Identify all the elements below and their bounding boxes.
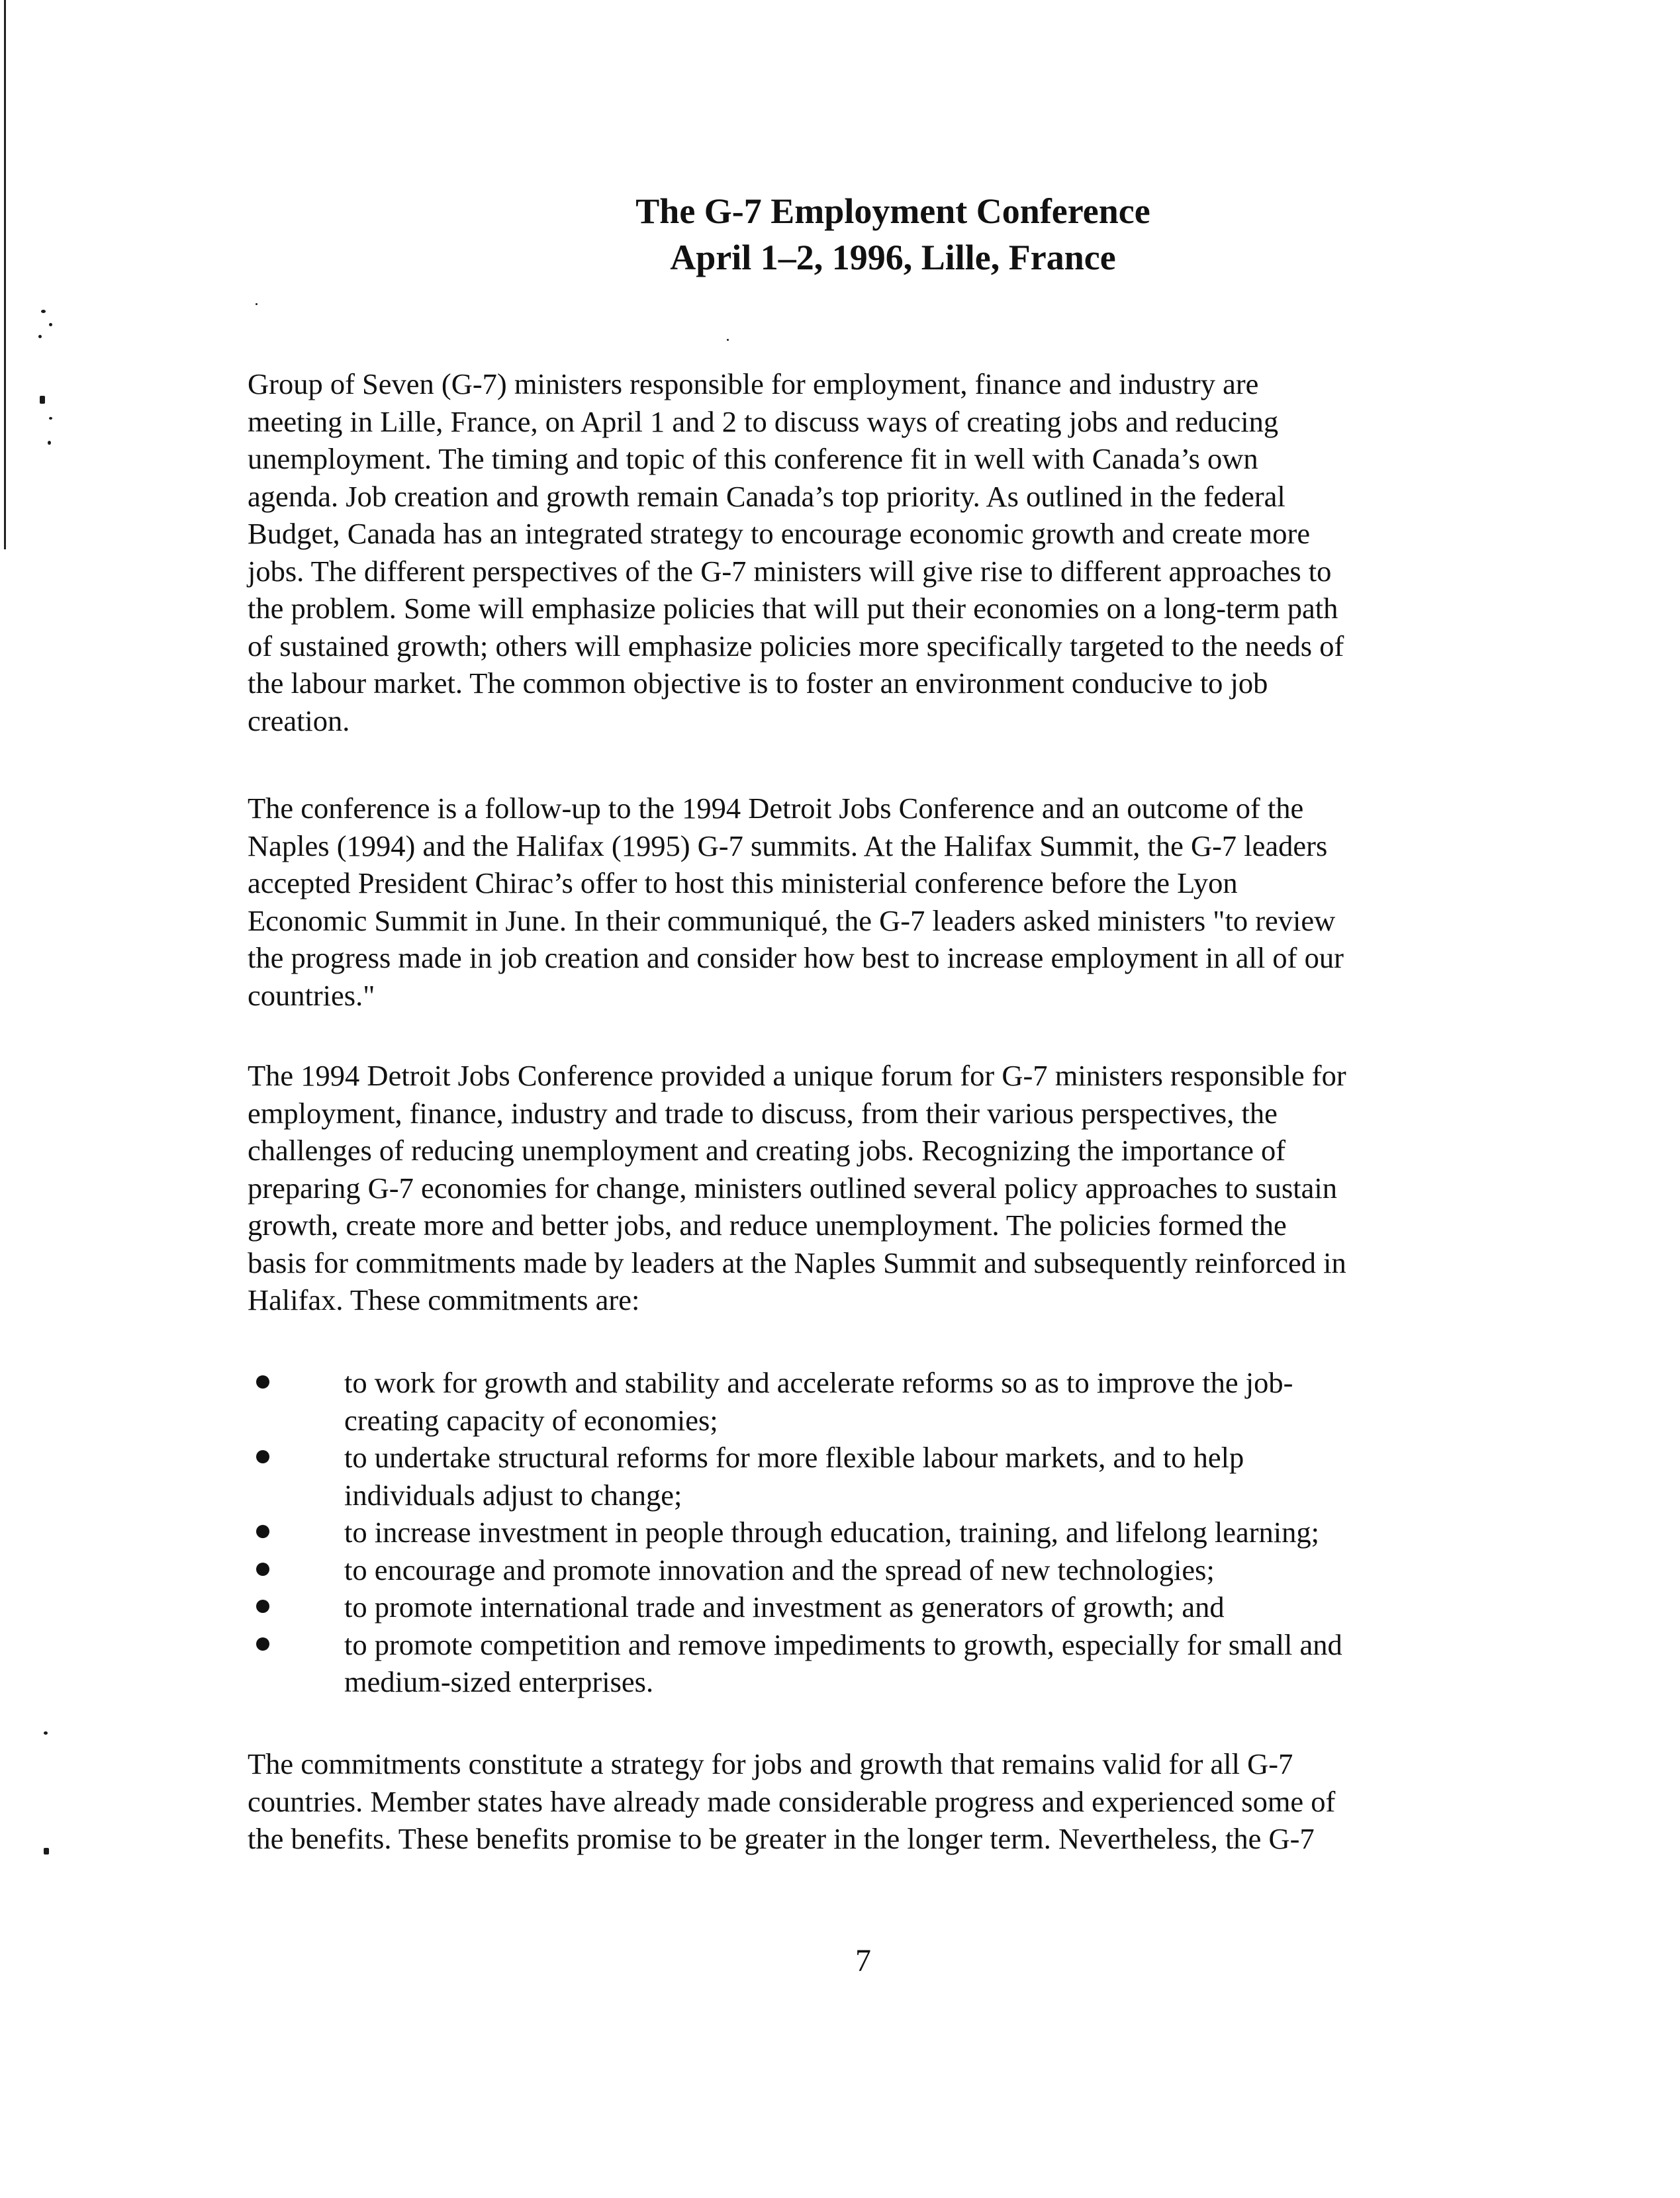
page-number: 7 — [855, 1943, 871, 1978]
text-line: unemployment. The timing and topic of this conference fit in well with Canada’s own — [248, 442, 1258, 475]
scan-speck — [38, 335, 42, 338]
scan-speck — [256, 303, 257, 305]
text-line: countries. Member states have already made considerable progress and experienced some of — [248, 1784, 1336, 1818]
text-line: preparing G-7 economies for change, ministers outlined several policy approaches to sustain — [248, 1171, 1338, 1205]
paragraph-strategy — [248, 1745, 1545, 1858]
scan-speck — [40, 396, 45, 404]
list-item — [248, 1514, 1545, 1551]
text-line: countries." — [248, 978, 375, 1012]
list-item — [248, 1364, 1545, 1439]
list-item — [248, 1439, 1545, 1514]
scan-speck — [44, 1731, 48, 1735]
text-line: Group of Seven (G-7) ministers responsible for employment, finance and industry are — [248, 367, 1259, 400]
document-subtitle: April 1–2, 1996, Lille, France — [670, 238, 1116, 277]
text-line: creating capacity of economies; — [344, 1403, 718, 1437]
text-line: to promote competition and remove impediments to growth, especially for small and — [344, 1627, 1342, 1661]
bullet-icon — [256, 1563, 269, 1576]
scan-speck — [49, 323, 52, 326]
text-line: accepted President Chirac’s offer to host this ministerial conference before the Lyon — [248, 866, 1238, 899]
text-line: Economic Summit in June. In their communiqué, the G-7 leaders asked ministers "to review — [248, 903, 1336, 937]
text-line: the benefits. These benefits promise to be greater in the longer term. Nevertheless, the G-7 — [248, 1822, 1315, 1855]
text-line: Halifax. These commitments are: — [248, 1283, 640, 1316]
text-line: meeting in Lille, France, on April 1 and 2 to discuss ways of creating jobs and reducing — [248, 404, 1279, 438]
text-line: jobs. The different perspectives of the G-7 ministers will give rise to different approaches to — [248, 554, 1332, 588]
scan-speck — [48, 441, 51, 445]
commitments-list — [248, 1364, 1545, 1701]
text-line: The conference is a follow-up to the 1994 Detroit Jobs Conference and an outcome of the — [248, 792, 1304, 825]
text-line: medium-sized enterprises. — [344, 1665, 654, 1698]
paragraph-detroit-conference — [248, 1057, 1545, 1319]
text-line: the problem. Some will emphasize policies that will put their economies on a long-term path — [248, 592, 1338, 625]
bullet-icon — [256, 1600, 269, 1613]
text-line: agenda. Job creation and growth remain Canada’s top priority. As outlined in the federal — [248, 479, 1285, 513]
text-line: The 1994 Detroit Jobs Conference provided a unique forum for G-7 ministers responsible for — [248, 1059, 1346, 1092]
text-line: challenges of reducing unemployment and creating jobs. Recognizing the importance of — [248, 1134, 1286, 1167]
document-title: The G-7 Employment Conference — [635, 191, 1150, 231]
text-line: employment, finance, industry and trade to discuss, from their various perspectives, the — [248, 1096, 1278, 1130]
list-item — [248, 1551, 1545, 1589]
scan-speck — [41, 310, 46, 313]
list-item — [248, 1588, 1545, 1626]
text-line: to encourage and promote innovation and the spread of new technologies; — [344, 1553, 1215, 1586]
text-line: of sustained growth; others will emphasize policies more specifically targeted to the needs of — [248, 629, 1344, 663]
scan-margin-line — [4, 0, 6, 549]
text-line: basis for commitments made by leaders at the Naples Summit and subsequently reinforced in — [248, 1246, 1346, 1279]
text-line: growth, create more and better jobs, and reduce unemployment. The policies formed the — [248, 1209, 1287, 1242]
list-item — [248, 1626, 1545, 1701]
text-line: to promote international trade and investment as generators of growth; and — [344, 1590, 1225, 1624]
text-line: to undertake structural reforms for more flexible labour markets, and to help — [344, 1441, 1244, 1474]
bullet-icon — [256, 1525, 269, 1538]
scan-speck — [727, 339, 729, 341]
text-line: individuals adjust to change; — [344, 1478, 682, 1512]
text-line: The commitments constitute a strategy for jobs and growth that remains valid for all G-7 — [248, 1747, 1293, 1780]
text-line: the labour market. The common objective is to foster an environment conducive to job — [248, 666, 1268, 700]
bullet-icon — [256, 1375, 269, 1389]
scan-speck — [44, 1848, 49, 1855]
text-line: Naples (1994) and the Halifax (1995) G-7 summits. At the Halifax Summit, the G-7 leaders — [248, 829, 1328, 862]
bullet-icon — [256, 1450, 269, 1463]
text-line: creation. — [248, 704, 350, 737]
scan-speck — [49, 417, 52, 420]
bullet-icon — [256, 1637, 269, 1651]
text-line: Budget, Canada has an integrated strategy to encourage economic growth and create more — [248, 517, 1311, 550]
paragraph-background — [248, 790, 1545, 1014]
text-line: the progress made in job creation and consider how best to increase employment in all of our — [248, 941, 1344, 974]
paragraph-intro — [248, 365, 1545, 739]
text-line: to increase investment in people through education, training, and lifelong learning; — [344, 1516, 1320, 1549]
text-line: to work for growth and stability and accelerate reforms so as to improve the job- — [344, 1366, 1293, 1399]
